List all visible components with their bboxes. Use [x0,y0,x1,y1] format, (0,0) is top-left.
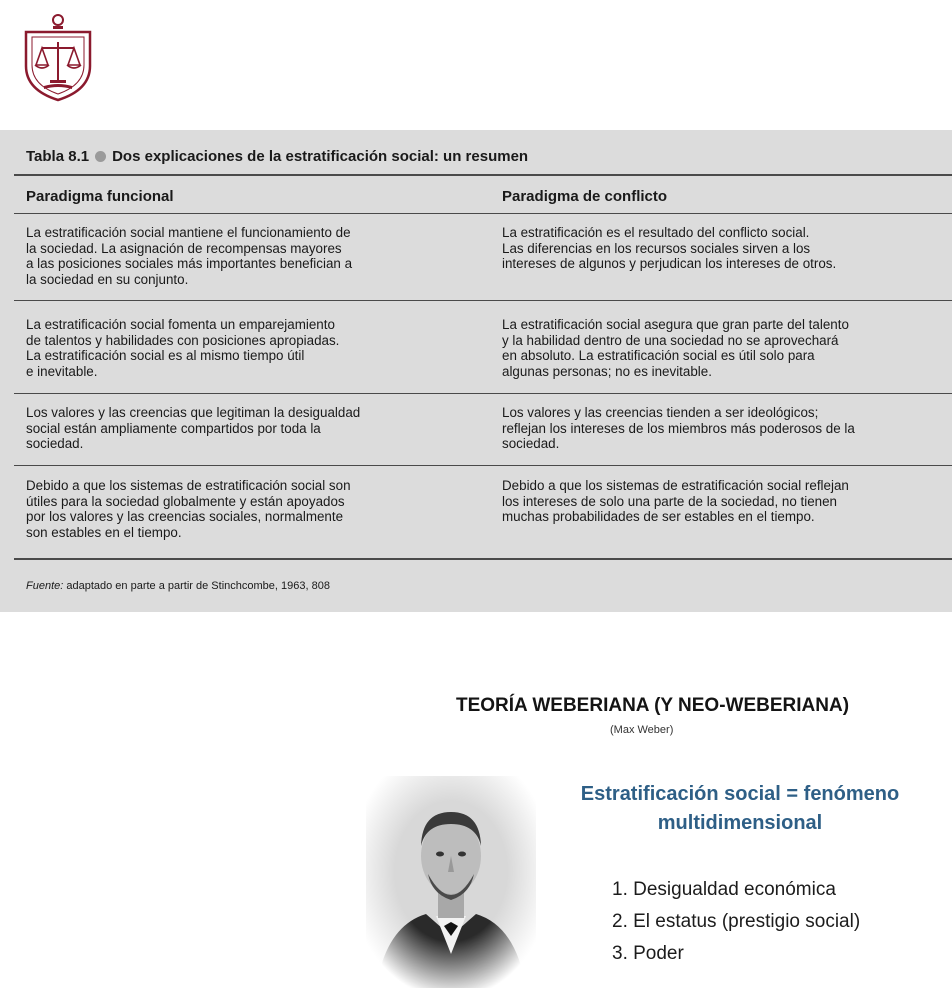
cell-conflicto-1: La estratificación es el resultado del conflicto social. Las diferencias en los recursos sociales sirven a los intereses de algunos y perjudican los intereses de otros. [502,225,837,271]
source-text: adaptado en parte a partir de Stinchcombe, 1963, 808 [63,580,330,592]
table-divider [14,558,952,560]
cell-funcional-3: Los valores y las creencias que legitiman la desigualdad social están ampliamente compartidos por toda la sociedad. [26,405,361,451]
list-item: 1. Desigualdad económica [612,879,836,900]
max-weber-portrait-icon [366,776,536,988]
slide-title: TEORÍA WEBERIANA (Y NEO-WEBERIANA) [456,695,850,716]
cell-funcional-1: La estratificación social mantiene el funcionamiento de la sociedad. La asignación de recompensas mayores a las posiciones sociales más importantes benefician a la sociedad en su conjunto. [26,225,353,287]
cell-conflicto-2: La estratificación social asegura que gran parte del talento y la habilidad dentro de una sociedad no se aprovechará en absoluto. La estratificación social es útil solo para algunas personas; no es inevitable. [502,317,849,379]
bullet-dot-icon [95,151,106,162]
column-header-conflicto: Paradigma de conflicto [502,188,668,205]
list-item: 3. Poder [612,943,684,964]
table-divider [14,213,952,214]
summary-table [0,130,952,612]
table-title [26,148,528,165]
concept-line-2: multidimensional [657,812,823,834]
institution-seal-logo [18,10,110,102]
cell-conflicto-4: Debido a que los sistemas de estratificación social reflejan los intereses de solo una parte de la sociedad, no tienen muchas probabilidades de ser estables en el tiempo. [502,478,849,524]
slide-subtitle: (Max Weber) [610,724,674,736]
table-title-text: Dos explicaciones de la estratificación social: un resumen [112,148,529,165]
cell-funcional-4: Debido a que los sistemas de estratificación social son útiles para la sociedad globalmente y están apoyados por los valores y las creencias sociales, normalmente son estables en el tiempo. [26,478,351,540]
cell-funcional-2: La estratificación social fomenta un emparejamiento de talentos y habilidades con posiciones apropiadas. La estratificación social es al mismo tiempo útil e inevitable. [26,317,340,379]
table-number: Tabla 8.1 [26,148,90,165]
table-divider [14,300,952,301]
table-source [26,580,330,592]
table-divider [14,393,952,394]
list-item: 2. El estatus (prestigio social) [612,911,861,932]
cell-conflicto-3: Los valores y las creencias tienden a ser ideológicos; reflejan los intereses de los miembros más poderosos de la sociedad. [502,405,855,451]
concept-line-1: Estratificación social = fenómeno [580,783,900,805]
column-header-funcional: Paradigma funcional [26,188,174,205]
source-label: Fuente: [26,580,64,592]
table-divider [14,174,952,176]
table-divider [14,465,952,466]
dimensions-list [612,876,860,972]
concept-heading [560,780,920,838]
